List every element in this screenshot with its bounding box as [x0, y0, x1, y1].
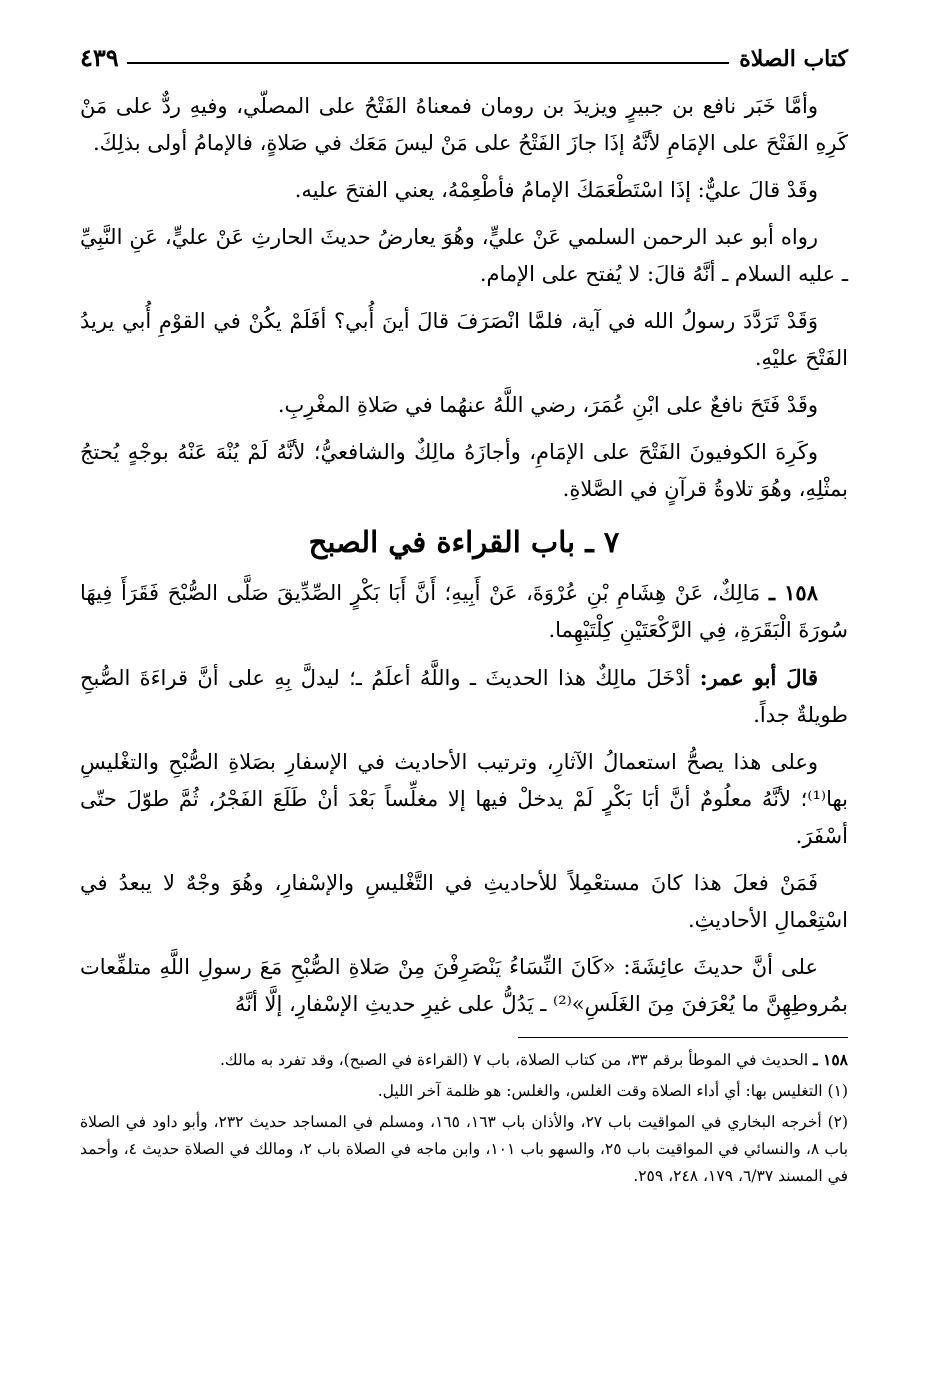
main-text [80, 88, 848, 1023]
footnote [80, 1109, 848, 1190]
chapter-heading: ٧ ـ باب القراءة في الصبح [308, 525, 620, 559]
footnotes [80, 1046, 848, 1190]
paragraph: على أنَّ حديثَ عائِشَةَ: «كَانَ النِّسَاءُ يَنْصَرِفْنَ مِنْ صَلاةِ الصُّبْحِ مَعَ رسولِ اللَّهِ متلفِّعات بمُروطِهِنَّ ما يُعْرَفنَ مِنَ الغَلَسِ»⁽²⁾ ـ يَدُلُّ على غيرِ حديثِ الإسْفارِ، إلَّا أنَّهُ [80, 955, 848, 1016]
paragraph: فَمَنْ فعلَ هذا كانَ مستعْمِلاً للأحاديثِ في التَّغْليسِ والإسْفارِ، وهُوَ وجْهٌ لا يبعدُ في اسْتِعْمالِ الأحاديثِ. [80, 871, 848, 932]
commentary-speaker: قالَ أبو عمر: [699, 665, 818, 690]
footnote-text: أخرجه البخاري في المواقيت باب ٢٧، والأذان باب ١٦٣، ١٦٥، ومسلم في المساجد حديث ٢٣٢، وأبو داود في الصلاة باب ٨، والنسائي في المواقيت باب ٢٥، والسهو باب ١٠١، وابن ماجه في الصلاة باب ٢، ومالك في الصلاة حديث ٤، وأحمد في المسند ٦/٣٧، ١٧٩، ٢٤٨، ٢٥٩. [80, 1113, 849, 1185]
paragraph: رواه أبو عبد الرحمن السلمي عَنْ عليٍّ، وهُوَ يعارضُ حديثَ الحارثِ عَنْ عليٍّ، عَنِ النَّبِيِّ ـ عليه السلام ـ أنَّهُ قالَ: لا يُفتح على الإمام. [80, 225, 848, 286]
footnote-text: الحديث في الموطأ برقم ٣٣، من كتاب الصلاة، باب ٧ (القراءة في الصبح)، وقد تفرد به مالك. [219, 1051, 809, 1069]
footnote [80, 1078, 848, 1105]
page-number: ٤٣٩ [80, 43, 119, 72]
footnote-text: التغليس بها: أي أداء الصلاة وقت الغلس، والغلس: هو ظلمة آخر الليل. [377, 1082, 823, 1100]
footnote-number: ١٥٨ ـ [813, 1050, 848, 1069]
footnote [80, 1046, 848, 1074]
footnote-divider [518, 1037, 848, 1038]
footnote-number: (٢) [827, 1113, 849, 1131]
footnote-number: (١) [827, 1082, 848, 1100]
commentary-text: أدْخَلَ مالِكٌ هذا الحديثَ ـ واللَّهُ أعلَمُ ـ؛ ليدلَّ بِهِ على أنَّ قراءَةَ الصُّبحِ طويلةٌ جداً. [80, 666, 848, 727]
running-title: كتاب الصلاة [739, 46, 848, 72]
hadith-number: ١٥٨ ـ [768, 580, 818, 605]
hadith-text: مَالِكٌ، عَنْ هِشَامِ بْنِ عُرْوَةَ، عَنْ أَبِيهِ؛ أَنَّ أَبَا بَكْرٍ الصِّدِّيقَ صَلَّى الصُّبْحَ فَقَرَأَ فِيهَا سُورَةَ الْبَقَرَةِ، فِي الرَّكْعَتَيْنِ كِلْتَيْهِما. [80, 581, 848, 642]
paragraph: وكَرِهَ الكوفيونَ الفَتْحَ على الإمَامِ، وأجازَهُ مالِكٌ والشافعيُّ؛ لأنَّهُ لَمْ يُنْهَ عَنْهُ بوجْهٍ يُحتجُ بمثْلِهِ، وهُوَ تلاوةُ قرآنٍ في الصَّلاةِ. [80, 440, 848, 501]
paragraph: وأمَّا خَبَر نافع بن جبيرٍ ويزيدَ بن رومان فمعناهُ الفَتْحُ على المصلّي، وفيهِ ردٌّ على مَنْ كَرِهِ الفَتْحَ على الإمَامِ لأنَّهُ إذَا جازَ الفَتْحُ على مَنْ ليسَ مَعَك في صَلاةٍ، فالإمامُ أولى بذلِكَ. [80, 94, 848, 155]
hadith-paragraph [80, 574, 848, 649]
paragraph: وَقَدْ تَرَدَّدَ رسولُ الله في آية، فلمَّا انْصَرَفَ قالَ أينَ أُبي؟ أفَلَمْ يكُنْ في القوْمِ أُبي يريدُ الفَتْحَ عليْهِ. [80, 309, 848, 370]
page-header [80, 36, 848, 72]
paragraph: وعلى هذا يصحُّ استعمالُ الآثارِ، وترتيب الأحاديث في الإسفارِ بصَلاةِ الصُّبْحِ والتغْليسِ بها⁽¹⁾؛ لأنَّهُ معلُومٌ أنَّ أبَا بَكْرٍ لَمْ يدخلْ فيها إلا مغلِّساً بَعْدَ أنْ طَلَعَ الفَجْرُ، ثُمَّ طوّلَ حتّى أسْفَرَ. [80, 750, 848, 848]
header-rule [127, 61, 730, 64]
paragraph: وقَدْ قالَ عليٌّ: إذَا اسْتَطْعَمَكَ الإمامُ فأطْعِمْهُ، يعني الفتحَ عليه. [294, 178, 818, 202]
commentary-paragraph [80, 659, 848, 734]
paragraph: وقَدْ فَتَحَ نافعٌ على ابْنِ عُمَرَ، رضي اللَّهُ عنهُما في صَلاةِ المغْرِبِ. [277, 393, 818, 417]
